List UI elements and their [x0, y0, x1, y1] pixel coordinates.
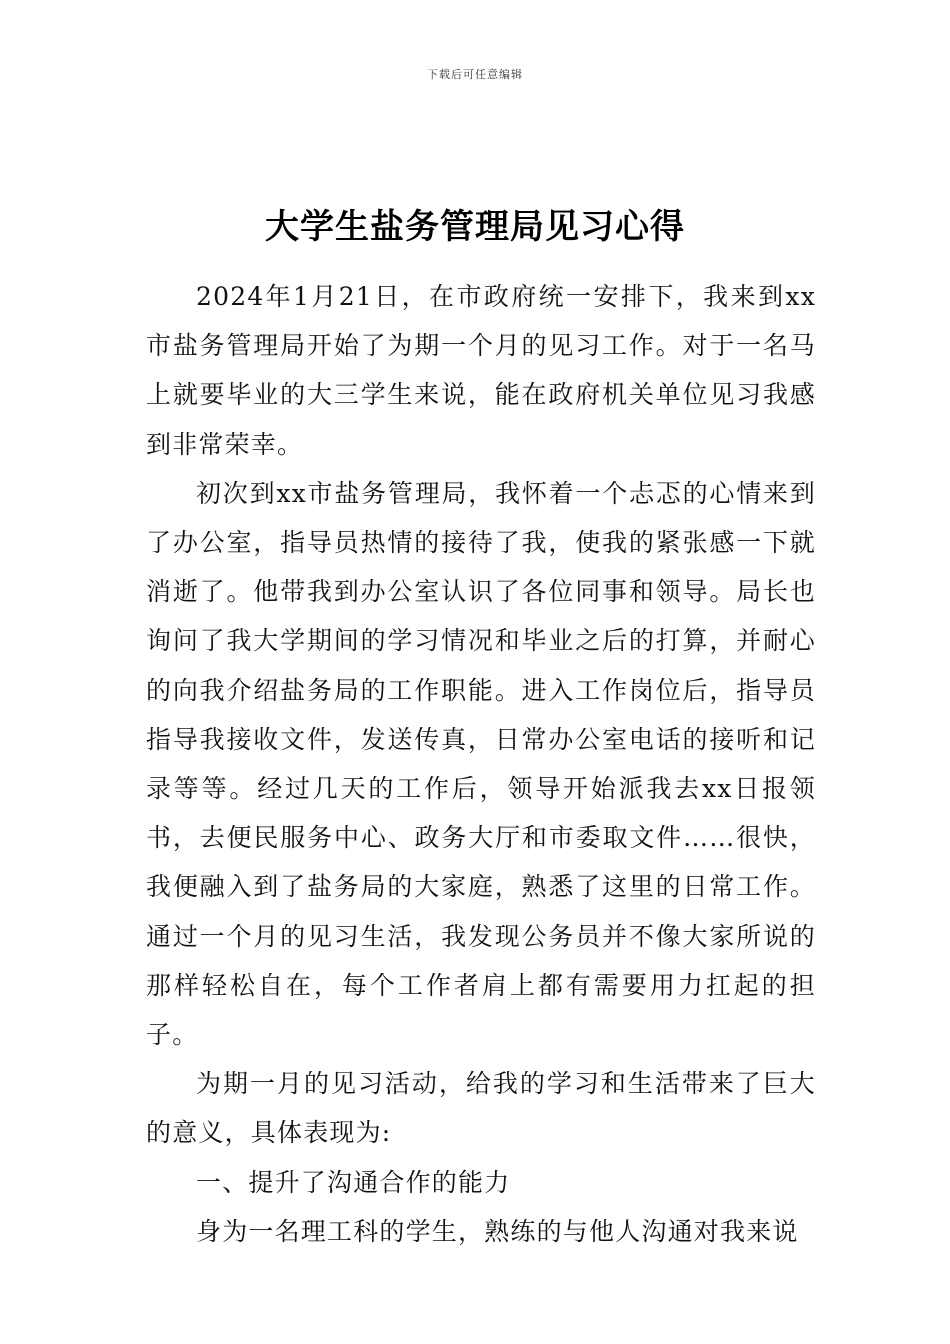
paragraph-section-one: 身为一名理工科的学生，熟练的与他人沟通对我来说 — [196, 1216, 799, 1246]
page-header-note: 下载后可任意编辑 — [427, 68, 523, 81]
section-heading: 一、提升了沟通合作的能力 — [196, 1167, 511, 1197]
paragraph-intro: 2024年1月21日，在市政府统一安排下，我来到xx市盐务管理局开始了为期一个月的见习工作。对于一名马上就要毕业的大三学生来说，能在政府机关单位见习我感到非常荣幸。 — [146, 282, 816, 459]
paragraph-first-days: 初次到xx市盐务管理局，我怀着一个忐忑的心情来到了办公室，指导员热情的接待了我，使我的紧张感一下就消逝了。他带我到办公室认识了各位同事和领导。局长也询问了我大学期间的学习情况和毕业之后的打算，并耐心的向我介绍盐务局的工作职能。进入工作岗位后，指导员指导我接收文件，发送传真，日常办公室电话的接听和记录等等。经过几天的工作后，领导开始派我去xx日报领书，去便民服务中心、政务大厅和市委取文件……很快，我便融入到了盐务局的大家庭，熟悉了这里的日常工作。通过一个月的见习生活，我发现公务员并不像大家所说的那样轻松自在，每个工作者肩上都有需要用力扛起的担子。 — [146, 478, 816, 1050]
document-body — [146, 272, 816, 1256]
document-title: 大学生盐务管理局见习心得 — [265, 206, 685, 247]
paragraph-significance: 为期一月的见习活动，给我的学习和生活带来了巨大的意义，具体表现为: — [146, 1069, 816, 1148]
